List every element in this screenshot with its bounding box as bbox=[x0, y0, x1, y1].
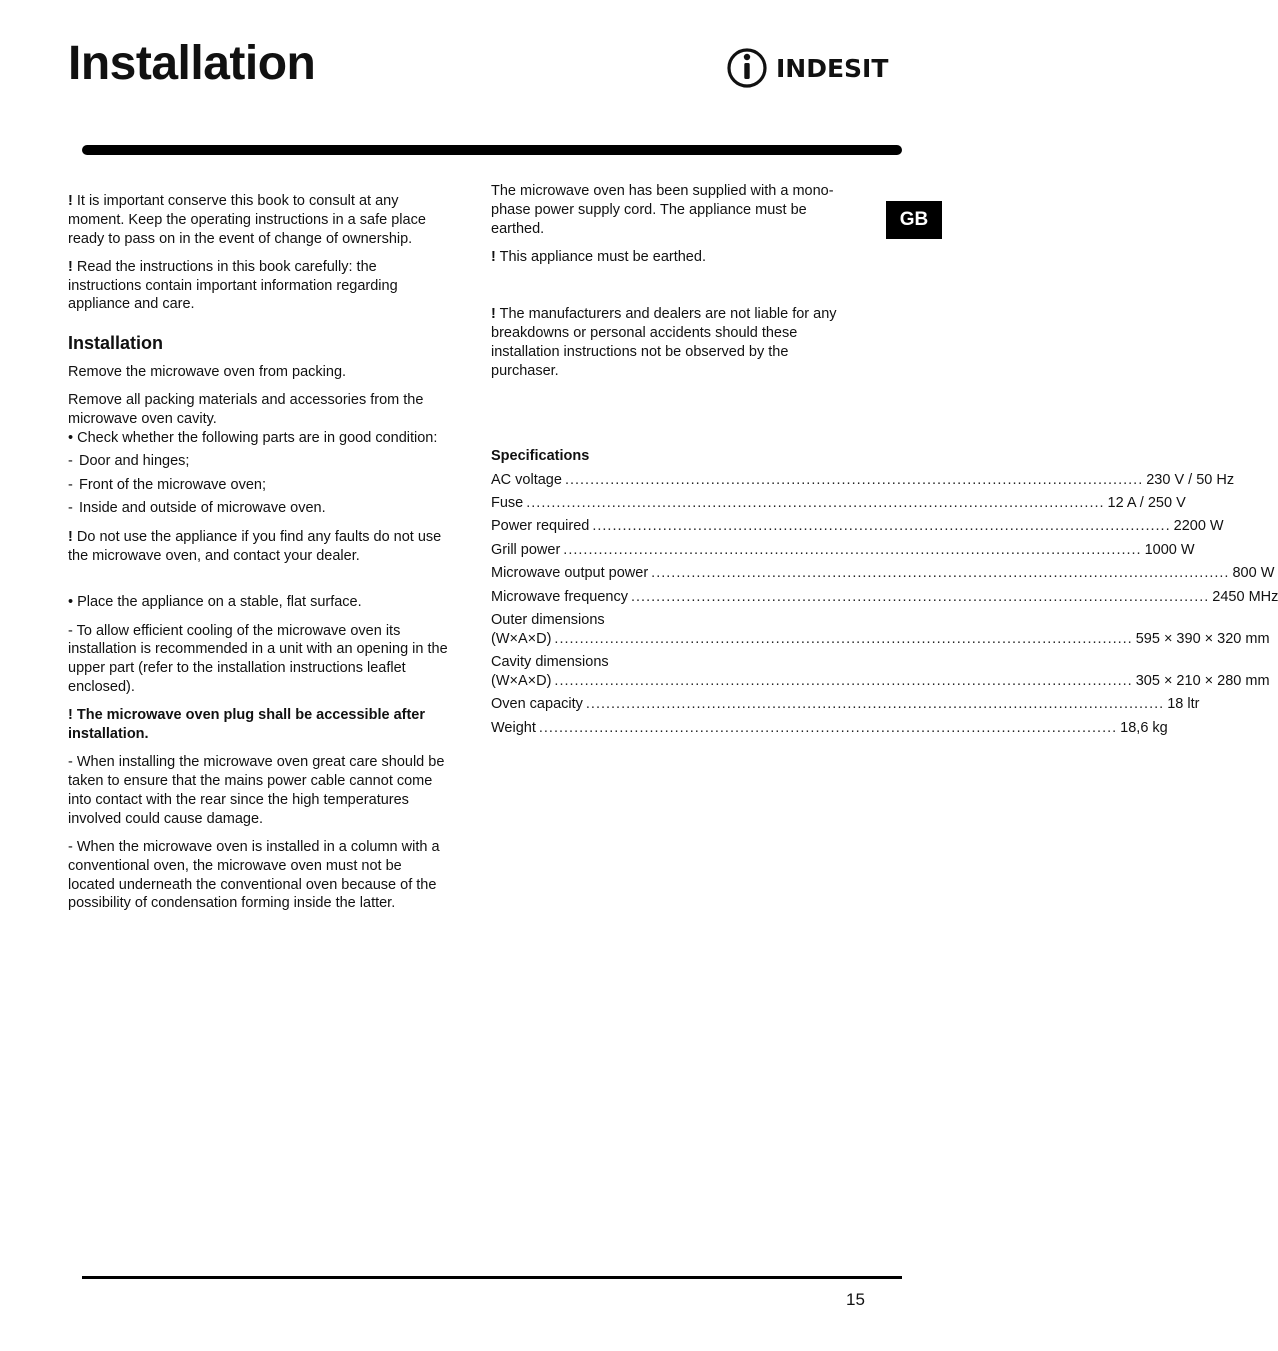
spec-row: Power required ................................................................................................................... 2200 W bbox=[491, 518, 1224, 535]
power-cord-paragraph: The microwave oven has been supplied with a mono-phase power supply cord. The appliance must be earthed. bbox=[491, 183, 834, 237]
section-heading: Installation bbox=[68, 333, 164, 354]
spec-row: (W×A×D) ................................................................................................................... 305 × 210 × 280 mm bbox=[491, 673, 1270, 689]
page-title: Installation bbox=[68, 37, 316, 90]
place-paragraph: • Place the appliance on a stable, flat surface. bbox=[68, 594, 362, 611]
warning-mark: ! bbox=[491, 306, 496, 323]
spec-row: Microwave frequency ................................................................................................................... 2450 MHz bbox=[491, 588, 1278, 605]
left-column bbox=[68, 192, 448, 923]
specifications-table bbox=[491, 471, 1278, 738]
remove-paragraph-2: Remove all packing materials and accessories from the microwave oven cavity. bbox=[68, 392, 424, 428]
spec-row: Microwave output power ................................................................................................................... 800 W bbox=[491, 565, 1275, 582]
specifications-heading: Specifications bbox=[491, 447, 590, 464]
top-divider bbox=[82, 145, 902, 155]
indesit-logo bbox=[726, 44, 892, 92]
warning-mark: ! bbox=[68, 258, 73, 275]
list-item: - Inside and outside of microwave oven. bbox=[68, 500, 326, 517]
plug-warning: ! The microwave oven plug shall be accessible after installation. bbox=[68, 707, 425, 743]
column-paragraph: - When the microwave oven is installed in a column with a conventional oven, the microwave oven must not be located underneath the conventional oven because of the possibility of condensation forming inside the latter. bbox=[68, 839, 440, 912]
warning-mark: ! bbox=[68, 193, 73, 209]
intro-paragraph-1: ! It is important conserve this book to consult at any moment. Keep the operating instructions in a safe place ready to pass on in the event of change of ownership. bbox=[68, 193, 426, 247]
intro-paragraph-2: ! Read the instructions in this book carefully: the instructions contain important information regarding appliance and care. bbox=[68, 258, 398, 313]
check-paragraph: • Check whether the following parts are in good condition: bbox=[68, 429, 438, 446]
spec-row: AC voltage ................................................................................................................... 230 V / 50 Hz bbox=[491, 471, 1235, 488]
spec-row: (W×A×D) ................................................................................................................... 595 × 390 × 320 mm bbox=[491, 630, 1270, 647]
spec-row: Grill power ................................................................................................................... 1000 W bbox=[491, 541, 1195, 558]
liability-paragraph: ! The manufacturers and dealers are not liable for any breakdowns or personal accidents should these installation instructions not be observed by the purchaser. bbox=[491, 306, 837, 379]
list-item: - Door and hinges; bbox=[68, 452, 190, 469]
list-item: - Front of the microwave oven; bbox=[68, 476, 266, 493]
bottom-divider bbox=[82, 1276, 902, 1279]
page-number: 15 bbox=[846, 1290, 865, 1309]
faults-paragraph: ! Do not use the appliance if you find any faults do not use the microwave oven, and contact your dealer. bbox=[68, 529, 442, 564]
brand-wordmark: INDESIT bbox=[776, 54, 889, 83]
cooling-paragraph: - To allow efficient cooling of the microwave oven its installation is recommended in a unit with an opening in the upper part (refer to the installation instructions leaflet enclosed). bbox=[68, 622, 448, 695]
spec-row: Oven capacity ................................................................................................................... 18 ltr bbox=[491, 696, 1200, 713]
warning-mark: ! bbox=[68, 529, 73, 546]
spec-row: Weight ................................................................................................................... 18,6 kg bbox=[491, 719, 1168, 736]
language-tab: GB bbox=[886, 201, 942, 239]
remove-paragraph-1: Remove the microwave oven from packing. bbox=[68, 364, 347, 381]
warning-mark: ! bbox=[491, 248, 496, 265]
spec-label-line: Outer dimensions bbox=[491, 612, 605, 629]
earthed-paragraph: ! This appliance must be earthed. bbox=[491, 248, 706, 265]
spec-label-line: Cavity dimensions bbox=[491, 654, 609, 671]
spec-row: Fuse ................................................................................................................... 12 A / 250 V bbox=[491, 495, 1186, 512]
cable-paragraph: - When installing the microwave oven great care should be taken to ensure that the mains power cable cannot come into contact with the rear since the high temperatures involved could cause damage. bbox=[68, 754, 445, 827]
